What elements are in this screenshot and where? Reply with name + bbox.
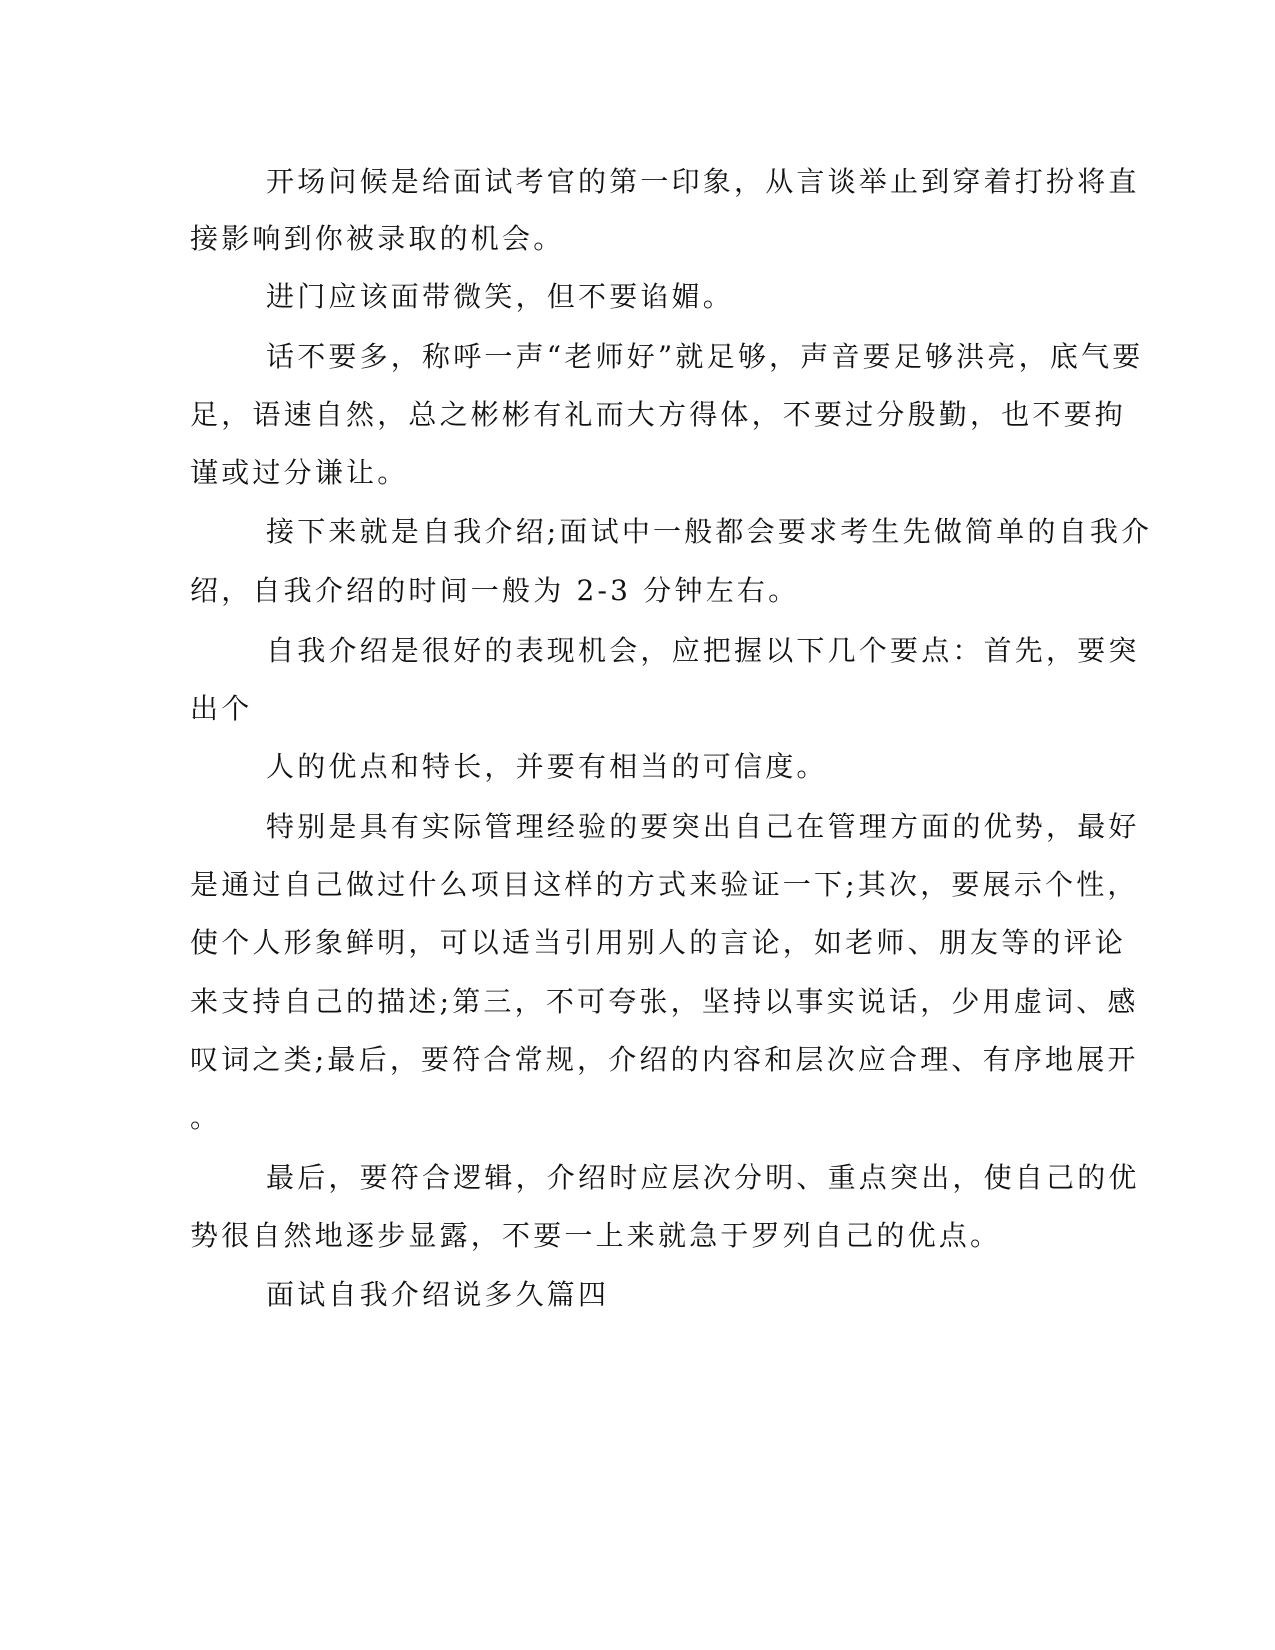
paragraph-3-line-3: 谨或过分谦让。 [190,456,409,489]
paragraph-7-line-4: 来支持自己的描述;第三，不可夸张，坚持以事实说话，少用虚词、感 [190,985,1139,1018]
paragraph-5-line-2: 出个 [190,692,253,725]
paragraph-4-line-2: 绍，自我介绍的时间一般为 2-3 分钟左右。 [190,574,800,607]
paragraph-3-line-2: 足，语速自然，总之彬彬有礼而大方得体，不要过分殷勤，也不要拘 [190,398,1127,431]
paragraph-7-line-3: 使个人形象鲜明，可以适当引用别人的言论，如老师、朋友等的评论 [190,926,1127,959]
paragraph-7-line-1: 特别是具有实际管理经验的要突出自己在管理方面的优势，最好 [266,810,1140,843]
paragraph-7-line-6: 。 [190,1101,222,1134]
paragraph-3-line-1: 话不要多，称呼一声“老师好”就足够，声音要足够洪亮，底气要 [266,340,1144,373]
paragraph-8-line-2: 势很自然地逐步显露，不要一上来就急于罗列自己的优点。 [190,1219,1002,1252]
paragraph-5-line-1: 自我介绍是很好的表现机会，应把握以下几个要点：首先，要突 [266,634,1140,667]
paragraph-2-line-1: 进门应该面带微笑，但不要谄媚。 [266,280,735,313]
section-heading: 面试自我介绍说多久篇四 [266,1278,610,1311]
paragraph-8-line-1: 最后，要符合逻辑，介绍时应层次分明、重点突出，使自己的优 [266,1161,1140,1194]
paragraph-6-line-1: 人的优点和特长，并要有相当的可信度。 [266,750,828,783]
paragraph-4-line-1: 接下来就是自我介绍;面试中一般都会要求考生先做简单的自我介 [266,515,1153,548]
paragraph-1-line-2: 接影响到你被录取的机会。 [190,222,565,255]
paragraph-1-line-1: 开场问候是给面试考官的第一印象，从言谈举止到穿着打扮将直 [266,165,1140,198]
paragraph-7-line-5: 叹词之类;最后，要符合常规，介绍的内容和层次应合理、有序地展开 [190,1043,1139,1076]
paragraph-7-line-2: 是通过自己做过什么项目这样的方式来验证一下;其次，要展示个性， [190,868,1139,901]
